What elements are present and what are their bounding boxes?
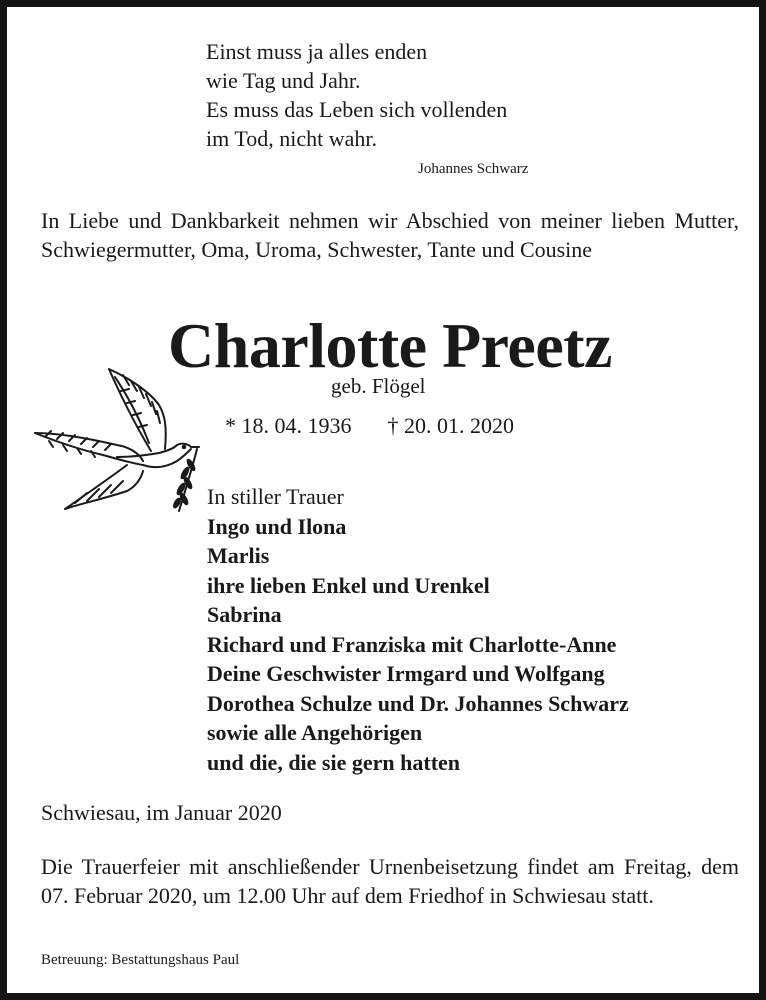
- birth-date: * 18. 04. 1936: [225, 413, 352, 438]
- mourner-entry: ihre lieben Enkel und Urenkel: [207, 572, 490, 598]
- funeral-notice: Die Trauerfeier mit anschließender Urnenbeisetzung findet am Freitag, dem 07. Februar 2020, um 12.00 Uhr auf dem Friedhof in Schwiesau statt.: [41, 854, 739, 908]
- death-date: † 20. 01. 2020: [387, 413, 514, 438]
- life-dates: [225, 413, 514, 439]
- poem-line: Einst muss ja alles enden: [206, 39, 428, 64]
- poem-line: wie Tag und Jahr.: [206, 68, 361, 93]
- mourner-entry: Dorothea Schulze und Dr. Johannes Schwarz: [207, 690, 629, 716]
- intro-text: In Liebe und Dankbarkeit nehmen wir Abschied von meiner lieben Mutter, Schwiegermutter, Oma, Uroma, Schwester, Tante und Cousine: [41, 208, 739, 262]
- mourner-entry: Marlis: [207, 543, 270, 568]
- mourners-heading: In stiller Trauer: [207, 484, 344, 509]
- mourners-list: [207, 482, 629, 777]
- mourner-entry: Richard und Franziska mit Charlotte-Anne: [207, 631, 617, 657]
- place-and-date: Schwiesau, im Januar 2020: [41, 800, 282, 825]
- mourner-entry: Ingo und Ilona: [207, 513, 347, 539]
- funeral-home-credit: Betreuung: Bestattungshaus Paul: [41, 952, 240, 968]
- mourner-entry: Deine Geschwister Irmgard und Wolfgang: [207, 661, 605, 686]
- dove-with-olive-branch-icon: [31, 361, 209, 517]
- maiden-name: geb. Flögel: [331, 374, 426, 398]
- mourner-entry: und die, die sie gern hatten: [207, 749, 461, 775]
- poem-line: im Tod, nicht wahr.: [206, 126, 377, 151]
- deceased-name: Charlotte Preetz: [168, 310, 612, 381]
- poem-author: Johannes Schwarz: [418, 161, 529, 177]
- mourner-entry: Sabrina: [207, 602, 282, 627]
- mourner-entry: sowie alle Angehörigen: [207, 720, 423, 745]
- poem-line: Es muss das Leben sich vollenden: [206, 97, 508, 122]
- poem: [206, 37, 507, 153]
